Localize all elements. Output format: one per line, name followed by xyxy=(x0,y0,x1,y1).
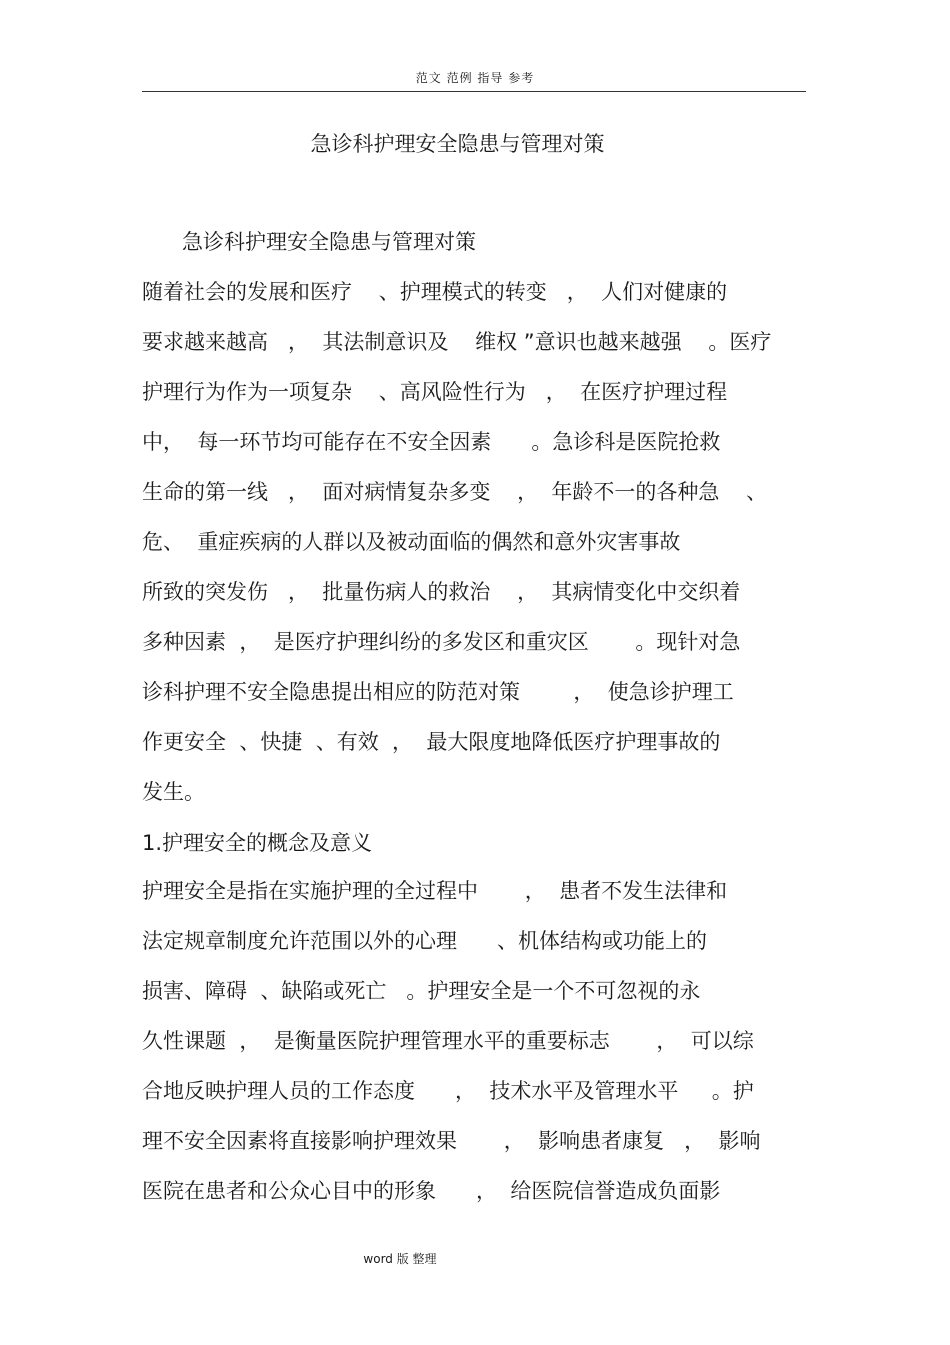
body-line: 法定规章制度允许范围以外的心理 、机体结构或功能上的 xyxy=(142,929,708,953)
page-footer: word 版 整理 xyxy=(363,1252,437,1266)
body-line: 要求越来越高 ， 其法制意识及 维权 ”意识也越来越强 。医疗 xyxy=(142,330,772,354)
page-header: 范文 范例 指导 参考 xyxy=(415,71,535,85)
body-line: 护理行为作为一项复杂 、高风险性行为 ， 在医疗护理过程 xyxy=(142,380,728,404)
body-line: 损害、障碍 、缺陷或死亡 。护理安全是一个不可忽视的永 xyxy=(142,979,701,1003)
body-line: 理不安全因素将直接影响护理效果 ， 影响患者康复 ， 影响 xyxy=(142,1129,761,1153)
body-line: 久性课题 ， 是衡量医院护理管理水平的重要标志 ， 可以综 xyxy=(142,1029,754,1053)
body-line: 诊科护理不安全隐患提出相应的防范对策 ， 使急诊护理工 xyxy=(142,680,734,704)
body-line: 多种因素 ， 是医疗护理纠纷的多发区和重灾区 。现针对急 xyxy=(142,630,741,654)
header-divider xyxy=(142,91,806,92)
body-line: 随着社会的发展和医疗 、护理模式的转变 ， 人们对健康的 xyxy=(142,280,728,304)
body-line: 中， 每一环节均可能存在不安全因素 。急诊科是医院抢救 xyxy=(142,430,721,454)
body-line: 发生。 xyxy=(142,780,205,804)
document-title: 急诊科护理安全隐患与管理对策 xyxy=(310,132,605,156)
body-line: 合地反映护理人员的工作态度 ， 技术水平及管理水平 。护 xyxy=(142,1079,754,1103)
body-line: 医院在患者和公众心目中的形象 ， 给医院信誉造成负面影 xyxy=(142,1179,721,1203)
body-line: 作更安全 、快捷 、有效 ， 最大限度地降低医疗护理事故的 xyxy=(142,730,721,754)
section-heading: 1.护理安全的概念及意义 xyxy=(142,831,373,855)
body-line: 护理安全是指在实施护理的全过程中 ， 患者不发生法律和 xyxy=(142,879,728,903)
body-line: 急诊科护理安全隐患与管理对策 xyxy=(142,230,477,254)
body-line: 所致的突发伤 ， 批量伤病人的救治 ， 其病情变化中交织着 xyxy=(142,580,741,604)
body-line: 危、 重症疾病的人群以及被动面临的偶然和意外灾害事故 xyxy=(142,530,681,554)
body-line: 生命的第一线 ， 面对病情复杂多变 ， 年龄不一的各种急 、 xyxy=(142,480,768,504)
